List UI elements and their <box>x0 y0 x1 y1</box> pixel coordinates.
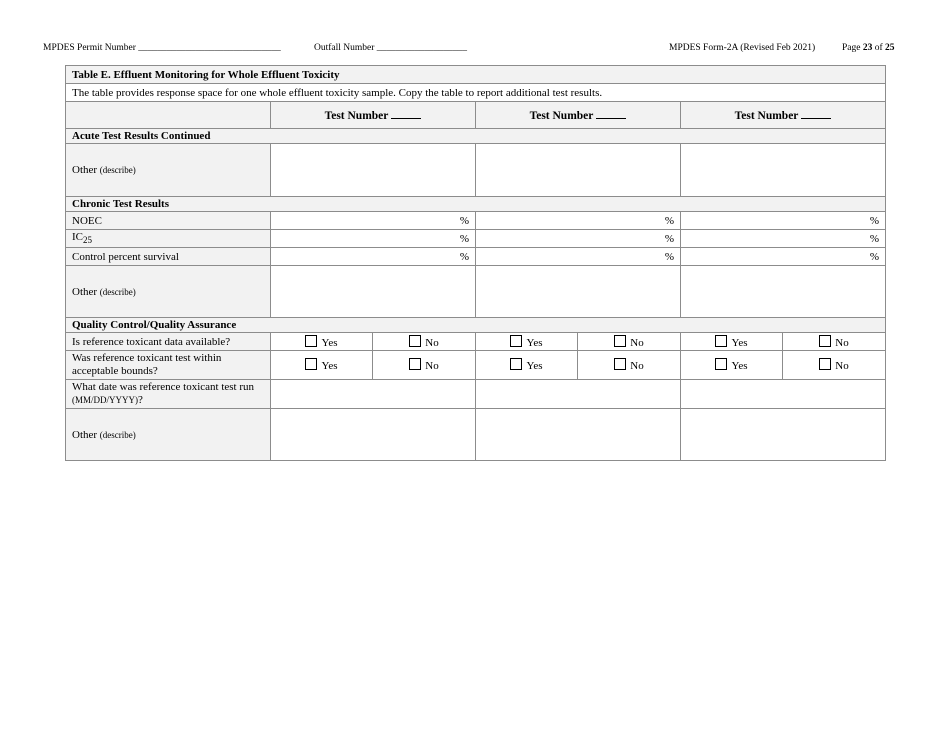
ref-within-no-2[interactable]: No <box>578 351 681 380</box>
noec-input-1[interactable]: % <box>271 212 476 230</box>
checkbox-icon[interactable] <box>305 335 317 347</box>
row-label-acute-other: Other (describe) <box>66 144 271 197</box>
ic25-input-1[interactable]: % <box>271 230 476 248</box>
noec-input-2[interactable]: % <box>476 212 681 230</box>
ref-available-no-2[interactable]: No <box>578 333 681 351</box>
table-description: The table provides response space for one whole effluent toxicity sample. Copy the table to report additional test results. <box>66 84 886 102</box>
test-number-header-1[interactable]: Test Number <box>271 102 476 129</box>
table-title: Table E. Effluent Monitoring for Whole Effluent Toxicity <box>66 66 886 84</box>
qaqc-other-input-3[interactable] <box>681 409 886 461</box>
wet-monitoring-table <box>65 65 886 461</box>
section-acute-continued: Acute Test Results Continued <box>66 129 886 144</box>
checkbox-icon[interactable] <box>614 358 626 370</box>
page-number: Page 23 of 25 <box>842 43 895 53</box>
row-label-noec: NOEC <box>66 212 271 230</box>
permit-number-field[interactable]: MPDES Permit Number ______________________________ <box>43 43 281 53</box>
ic25-input-2[interactable]: % <box>476 230 681 248</box>
checkbox-icon[interactable] <box>305 358 317 370</box>
ref-date-input-3[interactable] <box>681 380 886 409</box>
header-empty-cell <box>66 102 271 129</box>
ref-date-input-1[interactable] <box>271 380 476 409</box>
row-label-ref-available: Is reference toxicant data available? <box>66 333 271 351</box>
checkbox-icon[interactable] <box>409 358 421 370</box>
section-chronic: Chronic Test Results <box>66 197 886 212</box>
row-label-ref-within-bounds: Was reference toxicant test within acceptable bounds? <box>66 351 271 380</box>
ref-available-yes-2[interactable]: Yes <box>476 333 578 351</box>
form-name: MPDES Form-2A (Revised Feb 2021) <box>669 43 816 53</box>
checkbox-icon[interactable] <box>409 335 421 347</box>
chronic-other-input-2[interactable] <box>476 266 681 318</box>
chronic-other-input-3[interactable] <box>681 266 886 318</box>
test-number-header-3[interactable]: Test Number <box>681 102 886 129</box>
ref-within-no-1[interactable]: No <box>373 351 476 380</box>
checkbox-icon[interactable] <box>715 335 727 347</box>
ref-available-yes-1[interactable]: Yes <box>271 333 373 351</box>
qaqc-other-input-2[interactable] <box>476 409 681 461</box>
ref-within-yes-3[interactable]: Yes <box>681 351 783 380</box>
outfall-number-field[interactable]: Outfall Number ___________________ <box>314 43 468 53</box>
checkbox-icon[interactable] <box>614 335 626 347</box>
chronic-other-input-1[interactable] <box>271 266 476 318</box>
ref-within-yes-1[interactable]: Yes <box>271 351 373 380</box>
control-survival-input-3[interactable]: % <box>681 248 886 266</box>
row-label-ref-date: What date was reference toxicant test run (MM/DD/YYYY)? <box>66 380 271 409</box>
checkbox-icon[interactable] <box>715 358 727 370</box>
qaqc-other-input-1[interactable] <box>271 409 476 461</box>
ref-within-yes-2[interactable]: Yes <box>476 351 578 380</box>
section-qaqc: Quality Control/Quality Assurance <box>66 318 886 333</box>
noec-input-3[interactable]: % <box>681 212 886 230</box>
checkbox-icon[interactable] <box>819 335 831 347</box>
checkbox-icon[interactable] <box>510 358 522 370</box>
ic25-input-3[interactable]: % <box>681 230 886 248</box>
test-number-header-2[interactable]: Test Number <box>476 102 681 129</box>
control-survival-input-2[interactable]: % <box>476 248 681 266</box>
acute-other-input-2[interactable] <box>476 144 681 197</box>
row-label-qaqc-other: Other (describe) <box>66 409 271 461</box>
ref-date-input-2[interactable] <box>476 380 681 409</box>
ref-available-yes-3[interactable]: Yes <box>681 333 783 351</box>
ref-available-no-3[interactable]: No <box>783 333 886 351</box>
checkbox-icon[interactable] <box>819 358 831 370</box>
row-label-chronic-other: Other (describe) <box>66 266 271 318</box>
control-survival-input-1[interactable]: % <box>271 248 476 266</box>
ref-available-no-1[interactable]: No <box>373 333 476 351</box>
acute-other-input-1[interactable] <box>271 144 476 197</box>
row-label-control-survival: Control percent survival <box>66 248 271 266</box>
acute-other-input-3[interactable] <box>681 144 886 197</box>
row-label-ic25: $IC_{25}$ <box>66 230 271 248</box>
checkbox-icon[interactable] <box>510 335 522 347</box>
ref-within-no-3[interactable]: No <box>783 351 886 380</box>
